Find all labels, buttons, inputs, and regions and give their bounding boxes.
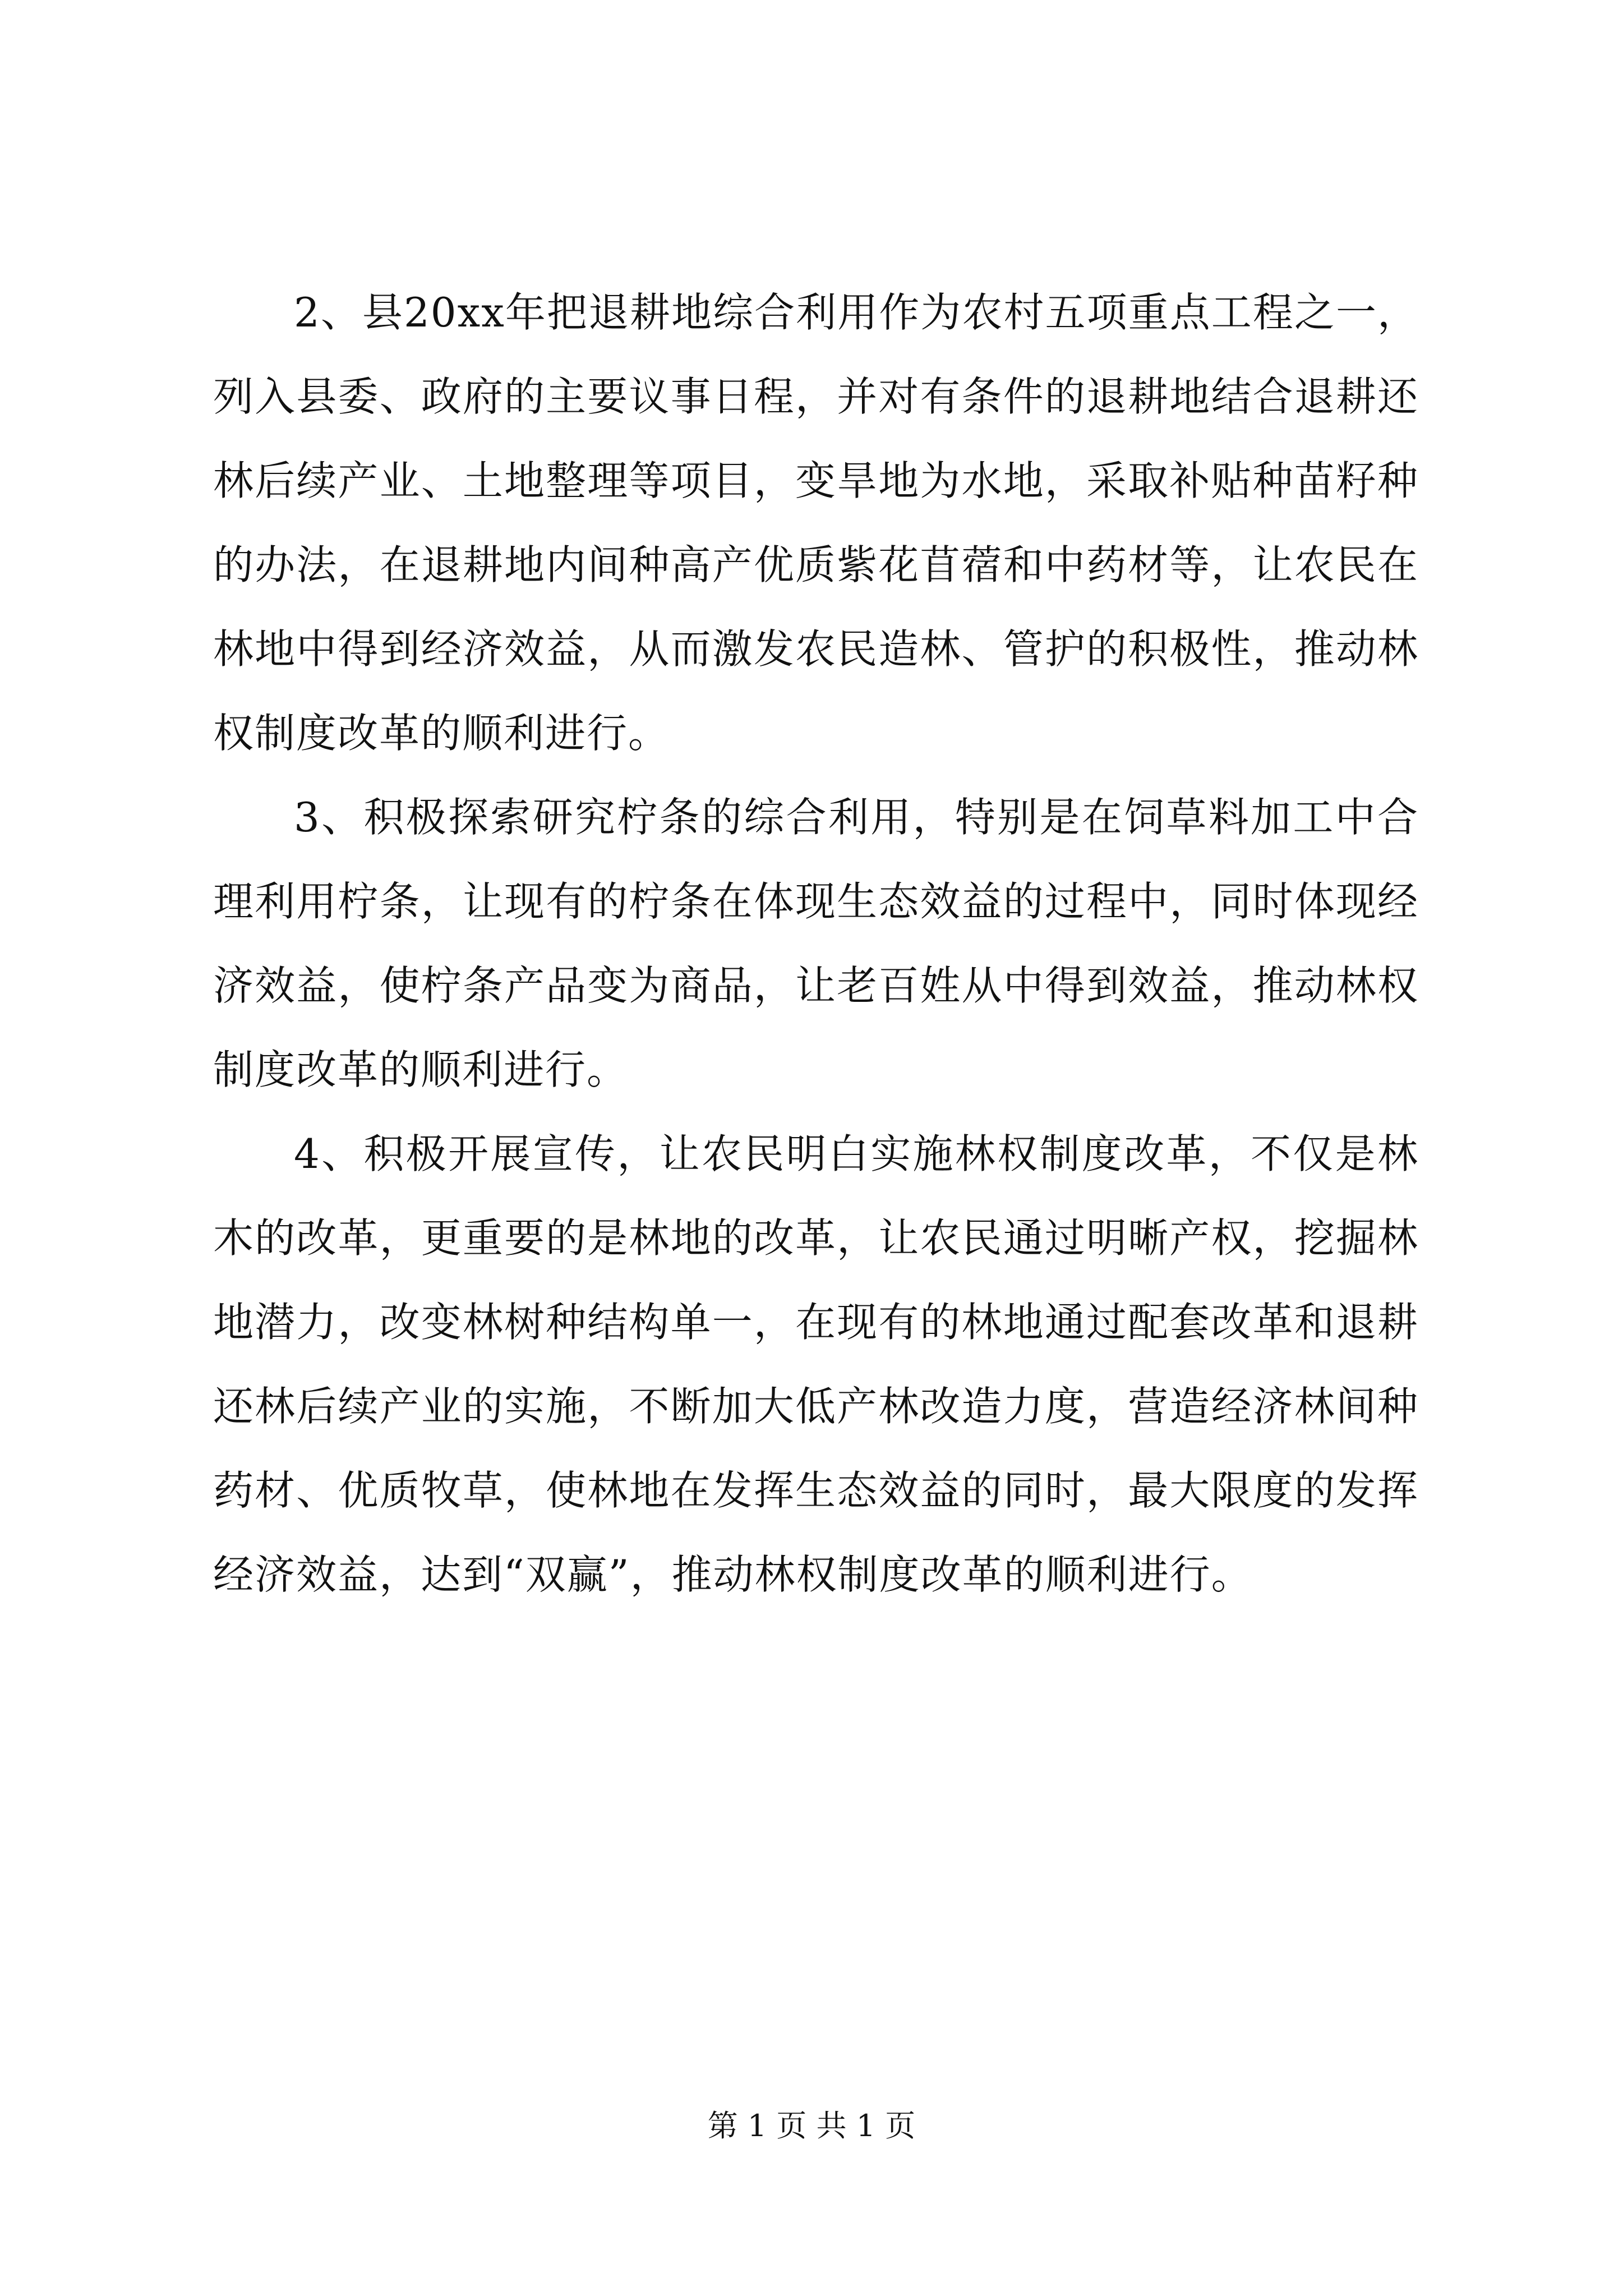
paragraph-3: 3、积极探索研究柠条的综合利用，特别是在饲草料加工中合理利用柠条，让现有的柠条在体现生态效益的过程中，同时体现经济效益，使柠条产品变为商品，让老百姓从中得到效益，推动林权制度改革的顺利进行。	[213, 794, 1419, 1093]
paragraph-2: 2、县20xx年把退耕地综合利用作为农村五项重点工程之一，列入县委、政府的主要议事日程，并对有条件的退耕地结合退耕还林后续产业、土地整理等项目，变旱地为水地，采取补贴种苗籽种的办法，在退耕地内间种高产优质紫花苜蓿和中药材等，让农民在林地中得到经济效益，从而激发农民造林、管护的积极性，推动林权制度改革的顺利进行。	[213, 289, 1419, 757]
page-footer: 第 1 页 共 1 页	[707, 2108, 916, 2143]
document-body	[213, 270, 1419, 1617]
paragraph-4: 4、积极开展宣传，让农民明白实施林权制度改革，不仅是林木的改革，更重要的是林地的改革，让农民通过明晰产权，挖掘林地潜力，改变林树种结构单一，在现有的林地通过配套改革和退耕还林后续产业的实施，不断加大低产林改造力度，营造经济林间种药材、优质牧草，使林地在发挥生态效益的同时，最大限度的发挥经济效益，达到“双赢”，推动林权制度改革的顺利进行。	[213, 1130, 1419, 1598]
